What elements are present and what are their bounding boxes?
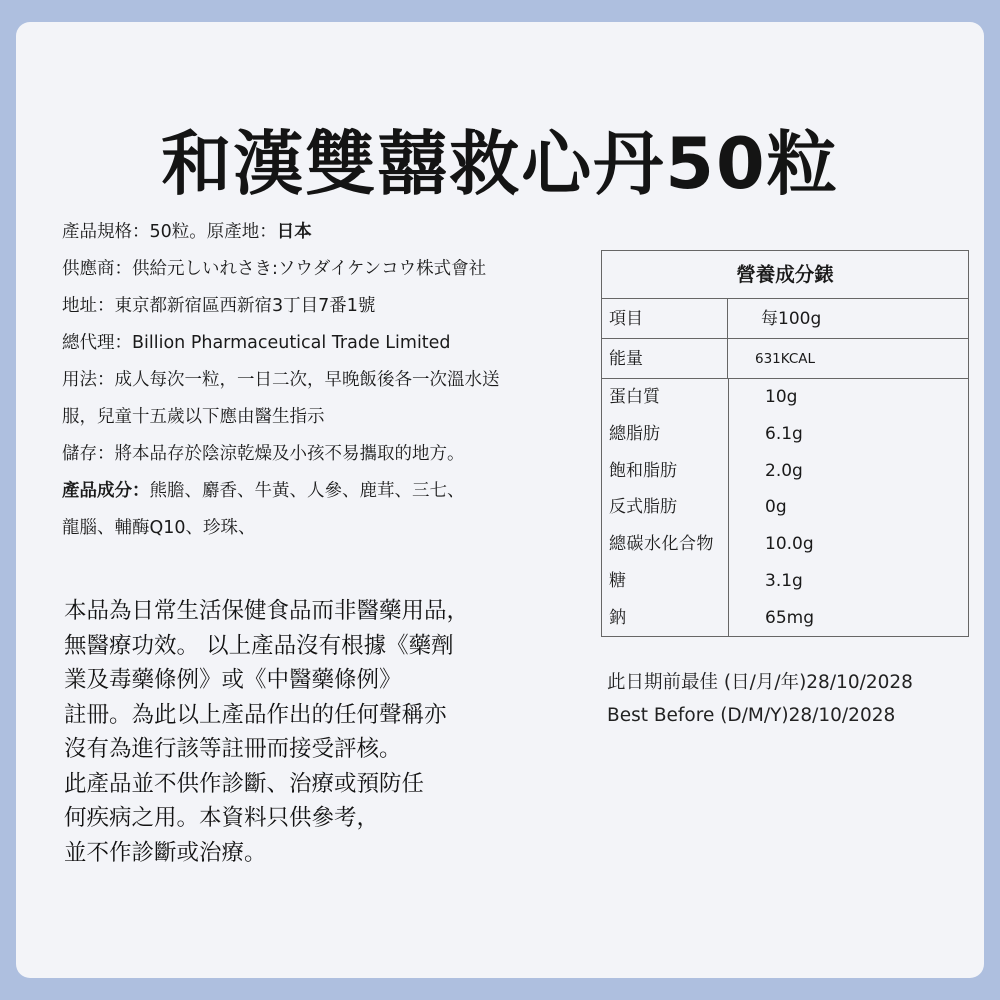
nutrient-label: 鈉 (609, 607, 626, 628)
nutrition-rows (602, 379, 968, 637)
nutrient-value: 65mg (765, 607, 814, 628)
spec-line (62, 214, 592, 251)
nutrient-label: 總碳水化合物 (609, 534, 714, 555)
agent-line: 總代理：Billion Pharmaceutical Trade Limited (62, 333, 451, 353)
ingredients-value: 熊膽、麝香、牛黃、人參、鹿茸、三七、 (149, 481, 465, 501)
usage-line-1: 用法：成人每次一粒，一日二次，早晚飯後各一次溫水送 (62, 370, 500, 390)
disclaimer (64, 594, 584, 870)
ingredients-label: 產品成分： (62, 481, 150, 501)
nutrient-label: 反式脂肪 (609, 497, 677, 518)
nutrition-row (602, 600, 968, 637)
nutrient-label: 飽和脂肪 (609, 460, 677, 481)
spec-label: 產品規格： (62, 222, 150, 242)
disclaimer-line: 業及毒藥條例》或《中醫藥條例》 (64, 667, 402, 693)
nutrient-label: 總脂肪 (609, 423, 660, 444)
disclaimer-line: 註冊。為此以上產品作出的任何聲稱亦 (64, 701, 447, 728)
nutrition-energy-row (602, 339, 968, 379)
nutrition-row (602, 379, 968, 416)
supplier-line: 供應商：供給元しいれさき:ソウダイケンコウ株式會社 (62, 259, 487, 279)
nutrition-row (602, 489, 968, 526)
nutrition-row (602, 526, 968, 563)
address-line: 地址：東京都新宿區西新宿3丁目7番1號 (62, 296, 376, 316)
nutrient-label: 蛋白質 (609, 387, 660, 407)
spec-value: 50粒。 (149, 222, 207, 242)
nutrient-value: 6.1g (765, 423, 803, 444)
disclaimer-line: 無醫療功效。 以上產品沒有根據《藥劑 (64, 632, 454, 659)
usage-line-2: 服，兒童十五歲以下應由醫生指示 (62, 407, 325, 427)
nutrient-value: 10.0g (765, 534, 814, 555)
disclaimer-line: 沒有為進行該等註冊而接受評核。 (64, 736, 402, 762)
disclaimer-line: 此產品並不供作診斷、治療或預防任 (64, 770, 425, 797)
nutrient-value: 3.1g (765, 570, 803, 591)
nutrition-header-value: 每100g (761, 309, 822, 329)
nutrient-label: 糖 (609, 570, 626, 591)
nutrient-value: 2.0g (765, 460, 803, 481)
disclaimer-line: 何疾病之用。本資料只供參考， (64, 805, 380, 831)
nutrition-heading: 營養成分錶 (602, 251, 968, 299)
nutrition-row (602, 563, 968, 600)
best-before (607, 666, 913, 732)
product-info (62, 214, 592, 547)
origin-value: 日本 (276, 222, 312, 242)
product-title: 和漢雙囍救心丹50粒 (161, 123, 839, 205)
origin-label: 原產地： (206, 222, 277, 242)
best-before-en: Best Before (D/M/Y)28/10/2028 (607, 705, 896, 726)
nutrition-row (602, 416, 968, 453)
nutrient-value: 0g (765, 497, 787, 518)
nutrition-header-row (602, 299, 968, 339)
nutrition-header-label: 項目 (602, 299, 728, 338)
nutrition-row (602, 453, 968, 490)
storage-line: 儲存：將本品存於陰涼乾燥及小孩不易攜取的地方。 (62, 444, 465, 464)
disclaimer-line: 本品為日常生活保健食品而非醫藥用品， (64, 598, 470, 624)
nutrition-table (601, 250, 969, 637)
ingredients-line-2: 龍腦、輔酶Q10、珍珠、 (62, 518, 256, 538)
ingredients-line-1 (62, 473, 592, 510)
disclaimer-line: 並不作診斷或治療。 (64, 839, 267, 866)
best-before-zh: 此日期前最佳 (日/月/年)28/10/2028 (607, 672, 913, 693)
nutrient-value: 10g (765, 387, 798, 407)
energy-value: 631KCAL (755, 351, 816, 367)
energy-label: 能量 (602, 339, 728, 378)
